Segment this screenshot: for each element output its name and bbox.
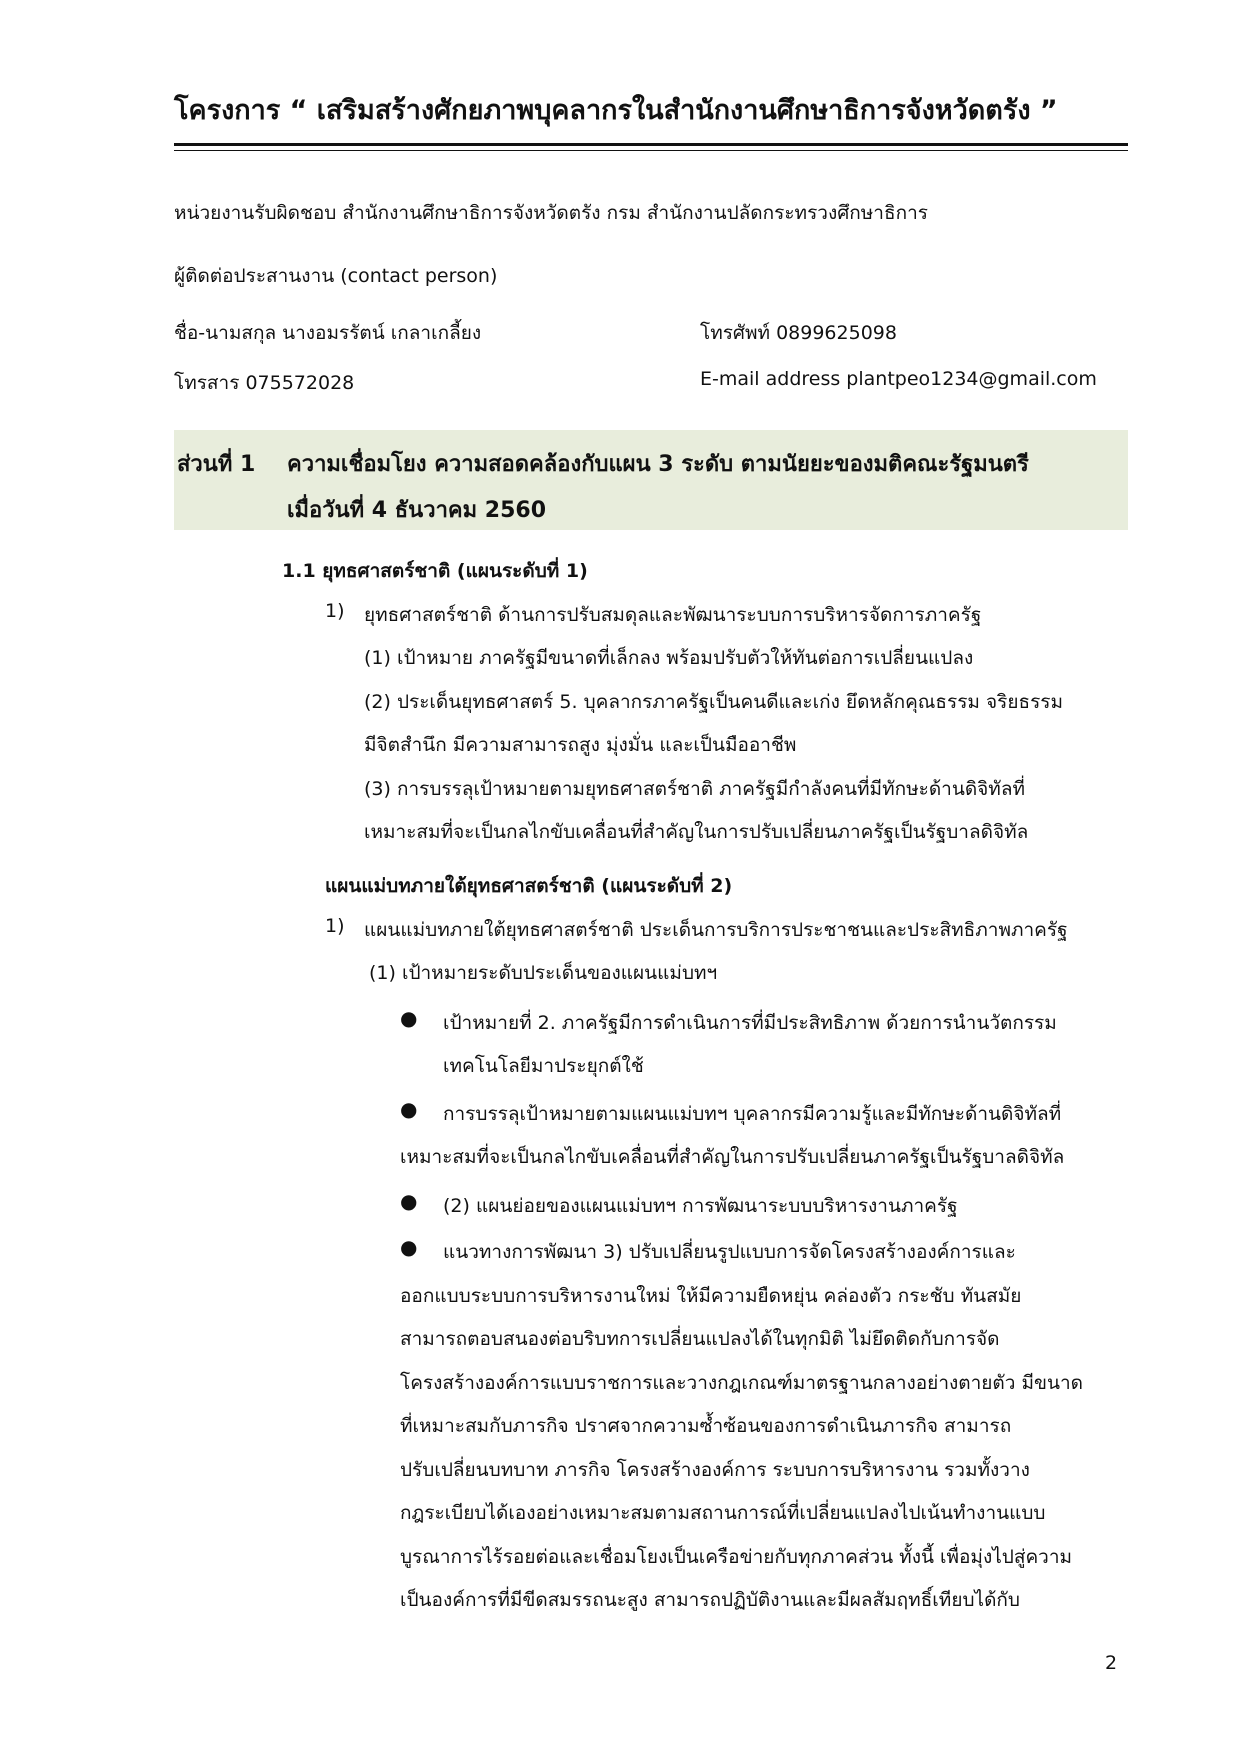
bullet-icon: ● [400,1097,418,1121]
bullet2-line1: การบรรลุเป้าหมายตามแผนแม่บทฯ บุคลากรมีความรู้และมีทักษะด้านดิจิทัลที่ [443,1103,1062,1125]
section-title-line1: ความเชื่อมโยง ความสอดคล้องกับแผน 3 ระดับ ตามนัยยะของมติคณะรัฐมนตรี [287,452,1029,477]
title-rule-thin [174,150,1128,151]
bullet1-line1: เป้าหมายที่ 2. ภาครัฐมีการดำเนินการที่มีประสิทธิภาพ ด้วยการนำนวัตกรรม [443,1012,1057,1034]
bullet3: (2) แผนย่อยของแผนแม่บทฯ การพัฒนาระบบบริหารงานภาครัฐ [443,1195,958,1217]
bullet4-line: โครงสร้างองค์การแบบราชการและวางกฎเกณฑ์มาตรฐานกลางอย่างตายตัว มีขนาด [400,1372,1083,1394]
subsection-heading: 1.1 ยุทธศาสตร์ชาติ (แผนระดับที่ 1) [282,560,588,582]
item-number: 1) [325,915,345,937]
bullet4-line: ที่เหมาะสมกับภารกิจ ปราศจากความซ้ำซ้อนของการดำเนินภารกิจ สามารถ [400,1415,1012,1437]
item-number: 1) [325,600,345,622]
title-rule-thick [174,143,1128,146]
strategy-target-line1: (3) การบรรลุเป้าหมายตามยุทธศาสตร์ชาติ ภาครัฐมีกำลังคนที่มีทักษะด้านดิจิทัลที่ [364,778,1025,800]
bullet-icon: ● [400,1235,418,1259]
bullet-icon: ● [400,1189,418,1213]
contact-fax: โทรสาร 075572028 [174,372,355,394]
strategy-goal: (1) เป้าหมาย ภาครัฐมีขนาดที่เล็กลง พร้อมปรับตัวให้ทันต่อการเปลี่ยนแปลง [364,647,974,669]
section-label: ส่วนที่ 1 [177,452,256,477]
strategy-item: ยุทธศาสตร์ชาติ ด้านการปรับสมดุลและพัฒนาระบบการบริหารจัดการภาครัฐ [364,604,982,626]
bullet4-line: บูรณาการไร้รอยต่อและเชื่อมโยงเป็นเครือข่ายกับทุกภาคส่วน ทั้งนี้ เพื่อมุ่งไปสู่ความ [400,1546,1073,1568]
section-title-line2: เมื่อวันที่ 4 ธันวาคม 2560 [287,498,547,523]
bullet1-line2: เทคโนโลยีมาประยุกต์ใช้ [443,1055,644,1077]
bullet2-line2: เหมาะสมที่จะเป็นกลไกขับเคลื่อนที่สำคัญในการปรับเปลี่ยนภาครัฐเป็นรัฐบาลดิจิทัล [400,1146,1065,1168]
bullet4-line: แนวทางการพัฒนา 3) ปรับเปลี่ยนรูปแบบการจัดโครงสร้างองค์การและ [443,1241,1016,1263]
bullet4-line: สามารถตอบสนองต่อบริบทการเปลี่ยนแปลงได้ในทุกมิติ ไม่ยึดติดกับการจัด [400,1328,1000,1350]
page-number: 2 [1105,1652,1118,1674]
bullet-icon: ● [400,1006,418,1030]
contact-email: E-mail address plantpeo1234@gmail.com [700,368,1097,390]
responsible-unit: หน่วยงานรับผิดชอบ สำนักงานศึกษาธิการจังหวัดตรัง กรม สำนักงานปลัดกระทรวงศึกษาธิการ [174,202,928,224]
master-plan-heading: แผนแม่บทภายใต้ยุทธศาสตร์ชาติ (แผนระดับที่ 2) [325,875,733,897]
bullet4-line: เป็นองค์การที่มีขีดสมรรถนะสูง สามารถปฏิบัติงานและมีผลสัมฤทธิ์เทียบได้กับ [400,1589,1020,1611]
contact-label: ผู้ติดต่อประสานงาน (contact person) [174,265,498,287]
bullet4-line: ออกแบบระบบการบริหารงานใหม่ ให้มีความยืดหยุ่น คล่องตัว กระชับ ทันสมัย [400,1285,1022,1307]
strategy-target-line2: เหมาะสมที่จะเป็นกลไกขับเคลื่อนที่สำคัญในการปรับเปลี่ยนภาครัฐเป็นรัฐบาลดิจิทัล [364,821,1029,843]
contact-phone: โทรศัพท์ 0899625098 [700,322,897,344]
bullet4-line: ปรับเปลี่ยนบทบาท ภารกิจ โครงสร้างองค์การ ระบบการบริหารงาน รวมทั้งวาง [400,1459,1030,1481]
master-plan-goal-level: (1) เป้าหมายระดับประเด็นของแผนแม่บทฯ [369,962,718,984]
strategy-issue-line1: (2) ประเด็นยุทธศาสตร์ 5. บุคลากรภาครัฐเป็นคนดีและเก่ง ยึดหลักคุณธรรม จริยธรรม [364,691,1064,713]
page-title: โครงการ “ เสริมสร้างศักยภาพบุคลากรในสำนักงานศึกษาธิการจังหวัดตรัง ” [174,95,1058,126]
master-plan-item: แผนแม่บทภายใต้ยุทธศาสตร์ชาติ ประเด็นการบริการประชาชนและประสิทธิภาพภาครัฐ [364,919,1068,941]
bullet4-line: กฎระเบียบได้เองอย่างเหมาะสมตามสถานการณ์ที่เปลี่ยนแปลงไปเน้นทำงานแบบ [400,1502,1046,1524]
strategy-issue-line2: มีจิตสำนึก มีความสามารถสูง มุ่งมั่น และเป็นมืออาชีพ [364,734,797,756]
contact-name: ชื่อ-นามสกุล นางอมรรัตน์ เกลาเกลี้ยง [174,322,482,344]
